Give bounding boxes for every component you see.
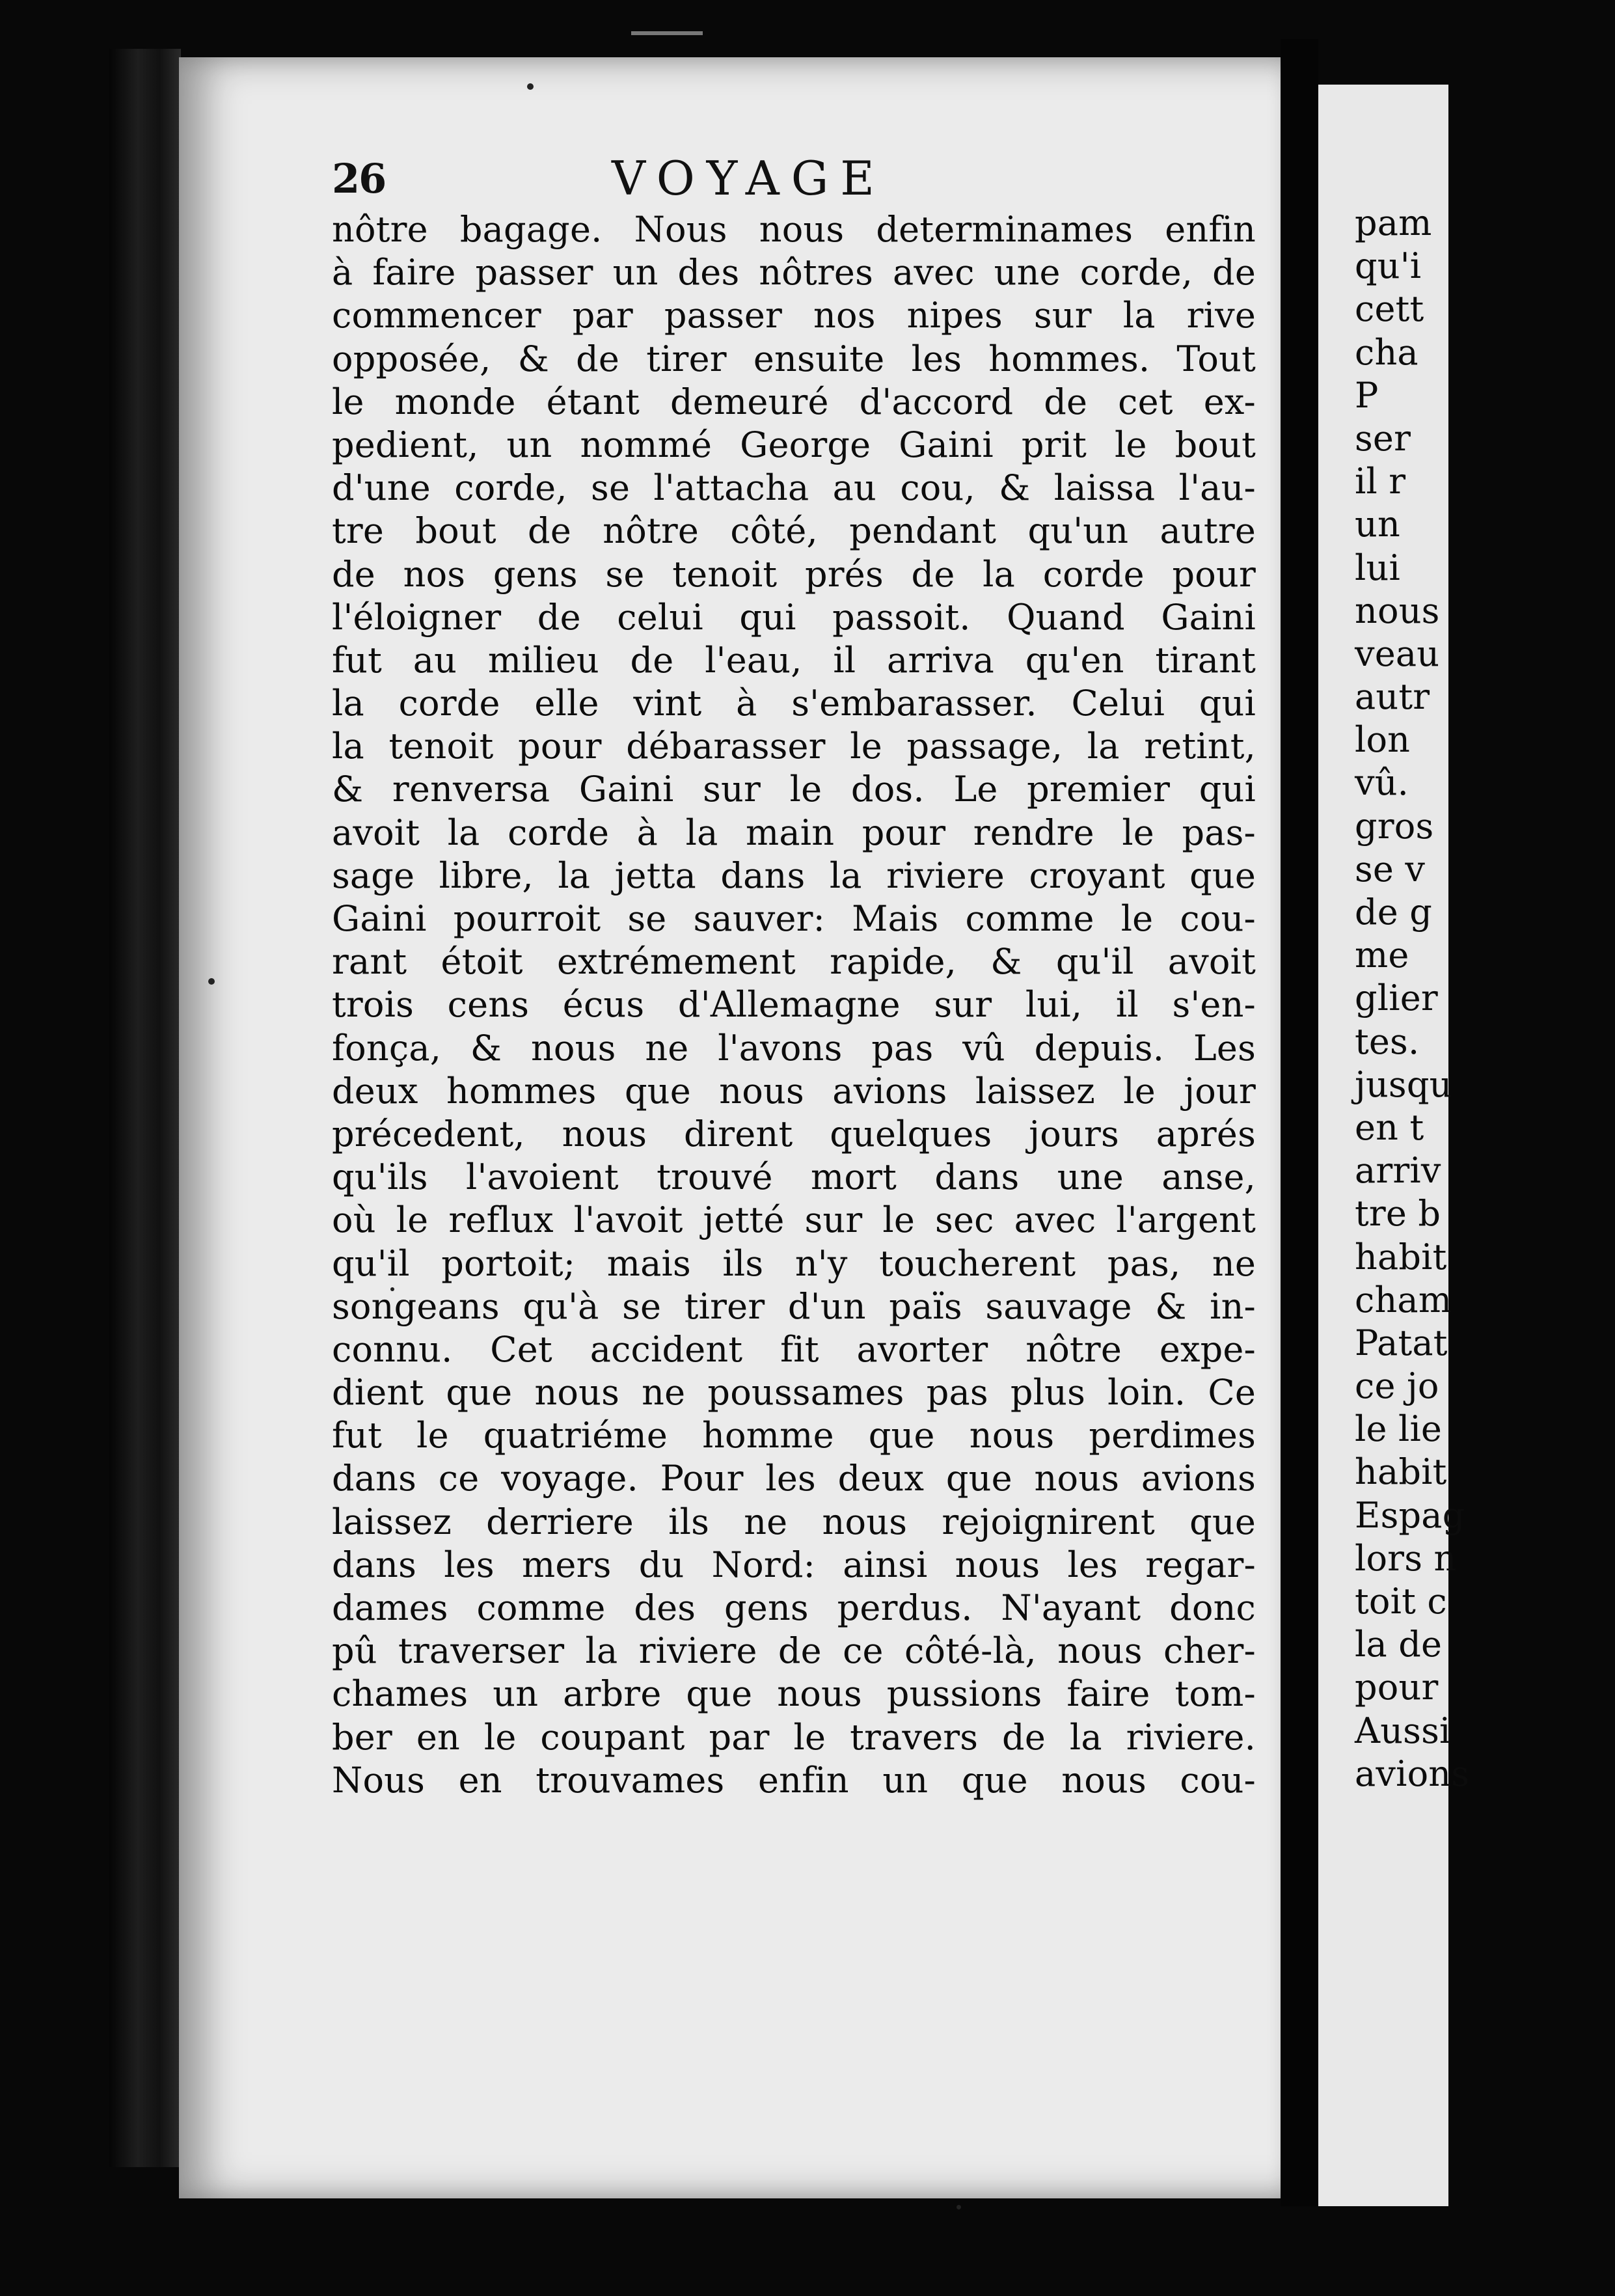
- text-line: pû traverser la riviere de ce côté-là, nous cher-: [332, 1630, 1256, 1672]
- text-line: la corde elle vint à s'embarasser. Celui qui: [332, 683, 1256, 724]
- facing-text-line: lui: [1355, 547, 1400, 588]
- page-header: [332, 151, 1256, 211]
- facing-text-line: arriv: [1355, 1150, 1441, 1192]
- facing-text-line: glier: [1355, 977, 1438, 1019]
- text-line: & renversa Gaini sur le dos. Le premier qui: [332, 769, 1256, 810]
- text-line: Nous en trouvames enfin un que nous cou-: [332, 1759, 1256, 1801]
- book-binding: [109, 49, 181, 2167]
- ink-speck: [208, 978, 215, 985]
- facing-text-line: Espag: [1355, 1494, 1465, 1536]
- text-line: le monde étant demeuré d'accord de cet ex-: [332, 381, 1256, 422]
- text-line: dans ce voyage. Pour les deux que nous avions: [332, 1458, 1256, 1499]
- facing-text-line: gros: [1355, 805, 1434, 847]
- text-line: dans les mers du Nord: ainsi nous les regar-: [332, 1544, 1256, 1585]
- text-line: tre bout de nôtre côté, pendant qu'un autre: [332, 510, 1256, 552]
- facing-text-line: Patat: [1355, 1322, 1448, 1363]
- facing-text-line: me: [1355, 935, 1409, 976]
- text-line: qu'ils l'avoient trouvé mort dans une anse,: [332, 1156, 1256, 1198]
- text-line: rant étoit extrémement rapide, & qu'il avoit: [332, 941, 1256, 983]
- text-line: où le reflux l'avoit jetté sur le sec avec l'argent: [332, 1199, 1256, 1241]
- facing-text-line: Aussi: [1355, 1710, 1451, 1751]
- running-title: VOYAGE: [612, 151, 886, 206]
- text-line: d'une corde, se l'attacha au cou, & laissa l'au-: [332, 467, 1256, 509]
- facing-text-line: P: [1355, 374, 1379, 416]
- text-line: pedient, un nommé George Gaini prit le bout: [332, 424, 1256, 465]
- facing-text-line: de g: [1355, 892, 1433, 933]
- facing-text-line: en t: [1355, 1106, 1424, 1148]
- body-text: [332, 208, 1256, 1802]
- text-line: l'éloigner de celui qui passoit. Quand Gaini: [332, 596, 1256, 638]
- text-line: sage libre, la jetta dans la riviere croyant que: [332, 854, 1256, 896]
- facing-text-line: lors n: [1355, 1537, 1457, 1579]
- facing-text-line: vû.: [1355, 762, 1409, 804]
- facing-page-text: [1355, 202, 1615, 1796]
- facing-text-line: le lie: [1355, 1408, 1443, 1450]
- text-line: chames un arbre que nous pussions faire tom-: [332, 1673, 1256, 1715]
- text-line: avoit la corde à la main pour rendre le pas-: [332, 812, 1256, 853]
- text-line: fut au milieu de l'eau, il arriva qu'en tirant: [332, 639, 1256, 681]
- text-line: commencer par passer nos nipes sur la rive: [332, 295, 1256, 336]
- facing-text-line: tre b: [1355, 1193, 1441, 1235]
- facing-text-line: cham: [1355, 1279, 1452, 1320]
- text-line: dient que nous ne poussames pas plus loin. Ce: [332, 1372, 1256, 1414]
- text-line: ber en le coupant par le travers de la riviere.: [332, 1716, 1256, 1758]
- facing-text-line: jusqu: [1355, 1063, 1452, 1105]
- text-line: fut le quatriéme homme que nous perdimes: [332, 1415, 1256, 1456]
- facing-text-line: veau: [1355, 633, 1440, 674]
- facing-text-line: tes.: [1355, 1020, 1420, 1062]
- scan-mark: [631, 31, 703, 35]
- page-gutter: [1281, 39, 1318, 2206]
- facing-text-line: la de: [1355, 1624, 1443, 1665]
- text-line: opposée, & de tirer ensuite les hommes. Tout: [332, 338, 1256, 379]
- text-line: Gaini pourroit se sauver: Mais comme le cou-: [332, 898, 1256, 939]
- text-line: songeans qu'à se tirer d'un païs sauvage & in-: [332, 1285, 1256, 1327]
- text-line: laissez derriere ils ne nous rejoignirent que: [332, 1501, 1256, 1542]
- facing-text-line: avions: [1355, 1753, 1470, 1794]
- facing-text-line: pour: [1355, 1667, 1439, 1708]
- facing-text-line: pam: [1355, 202, 1432, 243]
- facing-text-line: ce jo: [1355, 1365, 1439, 1407]
- text-line: de nos gens se tenoit prés de la corde pour: [332, 553, 1256, 595]
- facing-text-line: lon: [1355, 719, 1411, 761]
- facing-text-line: habit: [1355, 1451, 1447, 1493]
- facing-text-line: nous: [1355, 590, 1440, 631]
- facing-text-line: habit: [1355, 1236, 1447, 1278]
- facing-text-line: il r: [1355, 461, 1406, 502]
- text-line: précedent, nous dirent quelques jours aprés: [332, 1113, 1256, 1155]
- ink-speck: [527, 83, 534, 90]
- text-line: qu'il portoit; mais ils n'y toucherent pas, ne: [332, 1242, 1256, 1284]
- text-line: nôtre bagage. Nous nous determinames enfin: [332, 209, 1256, 250]
- facing-text-line: cha: [1355, 331, 1418, 373]
- facing-text-line: cett: [1355, 288, 1424, 330]
- ink-speck: [957, 2205, 961, 2209]
- facing-text-line: ser: [1355, 417, 1411, 459]
- text-line: deux hommes que nous avions laissez le jour: [332, 1070, 1256, 1112]
- text-line: trois cens écus d'Allemagne sur lui, il s'en-: [332, 984, 1256, 1026]
- text-line: la tenoit pour débarasser le passage, la retint,: [332, 726, 1256, 767]
- facing-text-line: qu'i: [1355, 245, 1422, 287]
- text-line: connu. Cet accident fit avorter nôtre expe-: [332, 1328, 1256, 1370]
- text-line: à faire passer un des nôtres avec une corde, de: [332, 252, 1256, 294]
- text-line: fonça, & nous ne l'avons pas vû depuis. Les: [332, 1027, 1256, 1069]
- facing-text-line: se v: [1355, 848, 1426, 890]
- facing-page-edge: [1318, 85, 1470, 2206]
- facing-text-line: toit c: [1355, 1581, 1447, 1622]
- facing-text-line: un: [1355, 504, 1400, 545]
- facing-text-line: autr: [1355, 676, 1430, 718]
- text-line: dames comme des gens perdus. N'ayant donc: [332, 1587, 1256, 1628]
- page-number: 26: [332, 155, 386, 202]
